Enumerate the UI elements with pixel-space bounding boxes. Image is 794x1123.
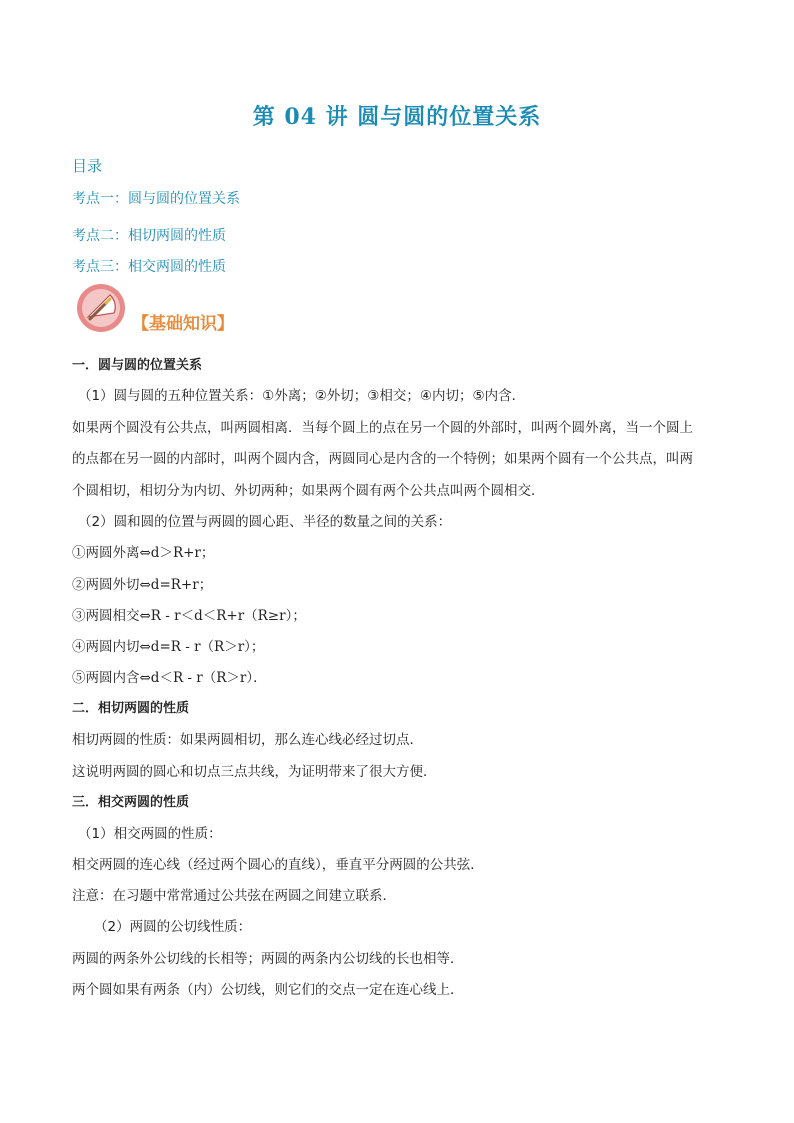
toc-heading: 目录 [72,157,103,175]
banner-label: 【基础知识】 [132,314,234,334]
toc-item-1[interactable]: 考点一：圆与圆的位置关系 [72,191,240,207]
text-line: 相交两圆的连心线（经过两个圆心的直线），垂直平分两圆的公共弦． [72,857,484,873]
section-heading-3: 三．相交两圆的性质 [72,795,190,810]
text-line: 的点都在另一圆的内部时，叫两个圆内含，两圆同心是内含的一个特例；如果两个圆有一个公共点，叫两 [72,451,693,467]
text-line: 个圆相切，相切分为内切、外切两种；如果两个圆有两个公共点叫两个圆相交． [72,483,545,499]
text-line: 这说明两圆的圆心和切点三点共线，为证明带来了很大方便． [72,764,437,780]
basic-knowledge-banner [76,283,276,335]
text-line: 两个圆如果有两条（内）公切线，则它们的交点一定在连心线上． [72,982,464,998]
formula-line: ②两圆外切⇔d=R+r； [72,577,213,593]
protractor-icon [76,283,126,333]
section-heading-1: 一．圆与圆的位置关系 [72,358,203,373]
text-line: （2）两圆的公切线性质： [94,919,252,935]
text-line: 如果两个圆没有公共点，叫两圆相离．当每个圆上的点在另一个圆的外部时，叫两个圆外离，当一个圆上 [72,420,693,436]
formula-line: ④两圆内切⇔d=R - r（R＞r）； [72,639,265,655]
toc-item-2[interactable]: 考点二：相切两圆的性质 [72,228,226,244]
section-heading-2: 二．相切两圆的性质 [72,701,190,716]
formula-line: ①两圆外离⇔d＞R+r； [72,545,215,561]
text-line: 注意：在习题中常常通过公共弦在两圆之间建立联系． [72,888,396,904]
text-line: （2）圆和圆的位置与两圆的圆心距、半径的数量之间的关系： [78,514,452,530]
formula-line: ⑤两圆内含⇔d＜R - r（R＞r）． [72,670,267,686]
text-line: （1）圆与圆的五种位置关系：①外离；②外切；③相交；④内切；⑤内含． [78,388,526,404]
page-title: 第 04 讲 圆与圆的位置关系 [252,104,542,130]
text-line: （1）相交两圆的性质： [78,826,222,842]
text-line: 相切两圆的性质：如果两圆相切，那么连心线必经过切点． [72,732,423,748]
text-line: 两圆的两条外公切线的长相等；两圆的两条内公切线的长也相等． [72,951,464,967]
toc-item-3[interactable]: 考点三：相交两圆的性质 [72,259,226,275]
formula-line: ③两圆相交⇔R - r＜d＜R+r（R≥r）； [72,608,306,624]
